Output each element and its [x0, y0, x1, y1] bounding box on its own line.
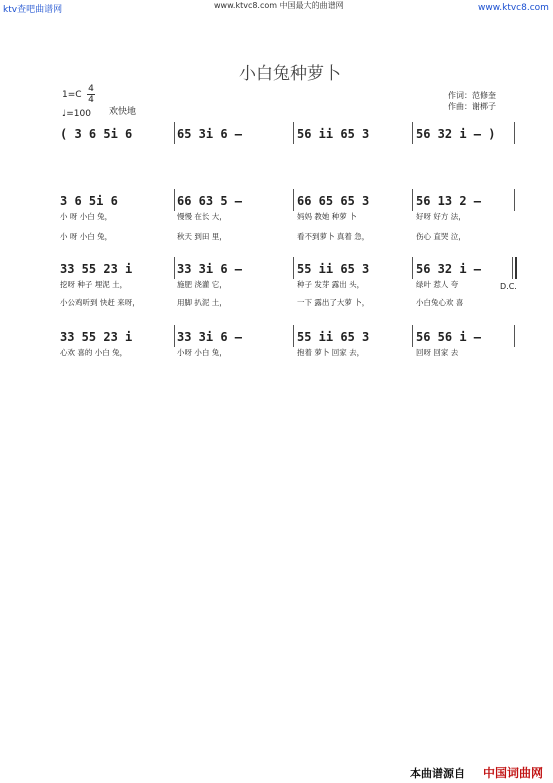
- barline: [174, 325, 175, 347]
- composer-credit: 作曲：谢梆子: [448, 102, 496, 111]
- lyric: 小白兔心欢 喜: [416, 298, 464, 307]
- barline: [412, 325, 413, 347]
- measure: 56 ii 65 3: [297, 127, 370, 141]
- barline: [293, 325, 294, 347]
- lyric: 用脚 扒泥 土，: [177, 298, 227, 307]
- lyric: 秋天 到田 里，: [177, 232, 227, 241]
- barline: [514, 189, 515, 211]
- footer-source-label: 本曲谱源自: [410, 767, 465, 780]
- lyric: 小呀 小白 兔，: [177, 348, 227, 357]
- lyric: 看不到萝卜 真着 急，: [297, 232, 370, 241]
- measure: 66 63 5 —: [177, 194, 243, 208]
- measure: 33 3i 6 —: [177, 262, 243, 276]
- barline: [293, 122, 294, 144]
- barline: [174, 122, 175, 144]
- barline: [174, 257, 175, 279]
- lyric: 妈妈 教她 种萝 卜: [297, 212, 357, 221]
- time-signature: [87, 84, 95, 105]
- measure: 56 32 i —: [416, 262, 482, 276]
- lyric: 施肥 浇灌 它，: [177, 280, 227, 289]
- barline: [174, 189, 175, 211]
- barline: [412, 189, 413, 211]
- barline: [293, 257, 294, 279]
- barline: [514, 122, 515, 144]
- measure: ( 3 6 5i 6: [60, 127, 133, 141]
- lyric: 小 呀 小白 兔，: [60, 232, 113, 241]
- measure: 56 13 2 —: [416, 194, 482, 208]
- lyricist-credit: 作词：范修奎: [448, 91, 496, 100]
- barline: [412, 257, 413, 279]
- barline: [412, 122, 413, 144]
- barline: [293, 189, 294, 211]
- measure: 65 3i 6 —: [177, 127, 243, 141]
- footer-site-name[interactable]: 中国词曲网: [483, 766, 544, 780]
- measure: 33 55 23 i: [60, 330, 133, 344]
- lyric: 心欢 喜的 小白 兔，: [60, 348, 128, 357]
- measure: 3 6 5i 6: [60, 194, 118, 208]
- site-banner: www.ktvc8.com 中国最大的曲谱网: [214, 1, 344, 10]
- measure: 66 65 65 3: [297, 194, 370, 208]
- measure: 55 ii 65 3: [297, 262, 370, 276]
- ts-bottom: 4: [88, 95, 94, 105]
- measure: 33 3i 6 —: [177, 330, 243, 344]
- lyric: 一下 露出了大萝 卜，: [297, 298, 370, 307]
- barline: [512, 257, 513, 279]
- measure: 55 ii 65 3: [297, 330, 370, 344]
- score-title: 小白兔种萝卜: [239, 64, 341, 84]
- lyric: 慢慢 在长 大，: [177, 212, 227, 221]
- lyric: 小公鸡听到 快赶 来呀，: [60, 298, 140, 307]
- tempo-mark: ♩=100: [62, 109, 91, 119]
- site-logo-left: ktv查吧曲谱网: [3, 5, 63, 15]
- lyric: 抱着 萝卜 回家 去，: [297, 348, 365, 357]
- lyric: 挖呀 种子 埋泥 土，: [60, 280, 128, 289]
- measure: 56 56 i —: [416, 330, 482, 344]
- lyric: 回呀 回家 去: [416, 348, 459, 357]
- measure: 56 32 i — ): [416, 127, 496, 141]
- lyric: 绿叶 惹人 夸: [416, 280, 459, 289]
- measure: 33 55 23 i: [60, 262, 133, 276]
- end-barline: [515, 257, 517, 279]
- key-signature: 1=C: [62, 90, 82, 100]
- lyric: 好呀 好方 法，: [416, 212, 466, 221]
- lyric: 种子 发芽 露出 头，: [297, 280, 365, 289]
- tempo-description: 欢快地: [109, 107, 137, 117]
- ts-top: 4: [88, 84, 94, 94]
- lyric: 小 呀 小白 兔，: [60, 212, 113, 221]
- site-url-right[interactable]: www.ktvc8.com: [478, 3, 549, 13]
- lyric: 伤心 直哭 泣，: [416, 232, 466, 241]
- da-capo-mark: D.C.: [500, 282, 517, 291]
- barline: [514, 325, 515, 347]
